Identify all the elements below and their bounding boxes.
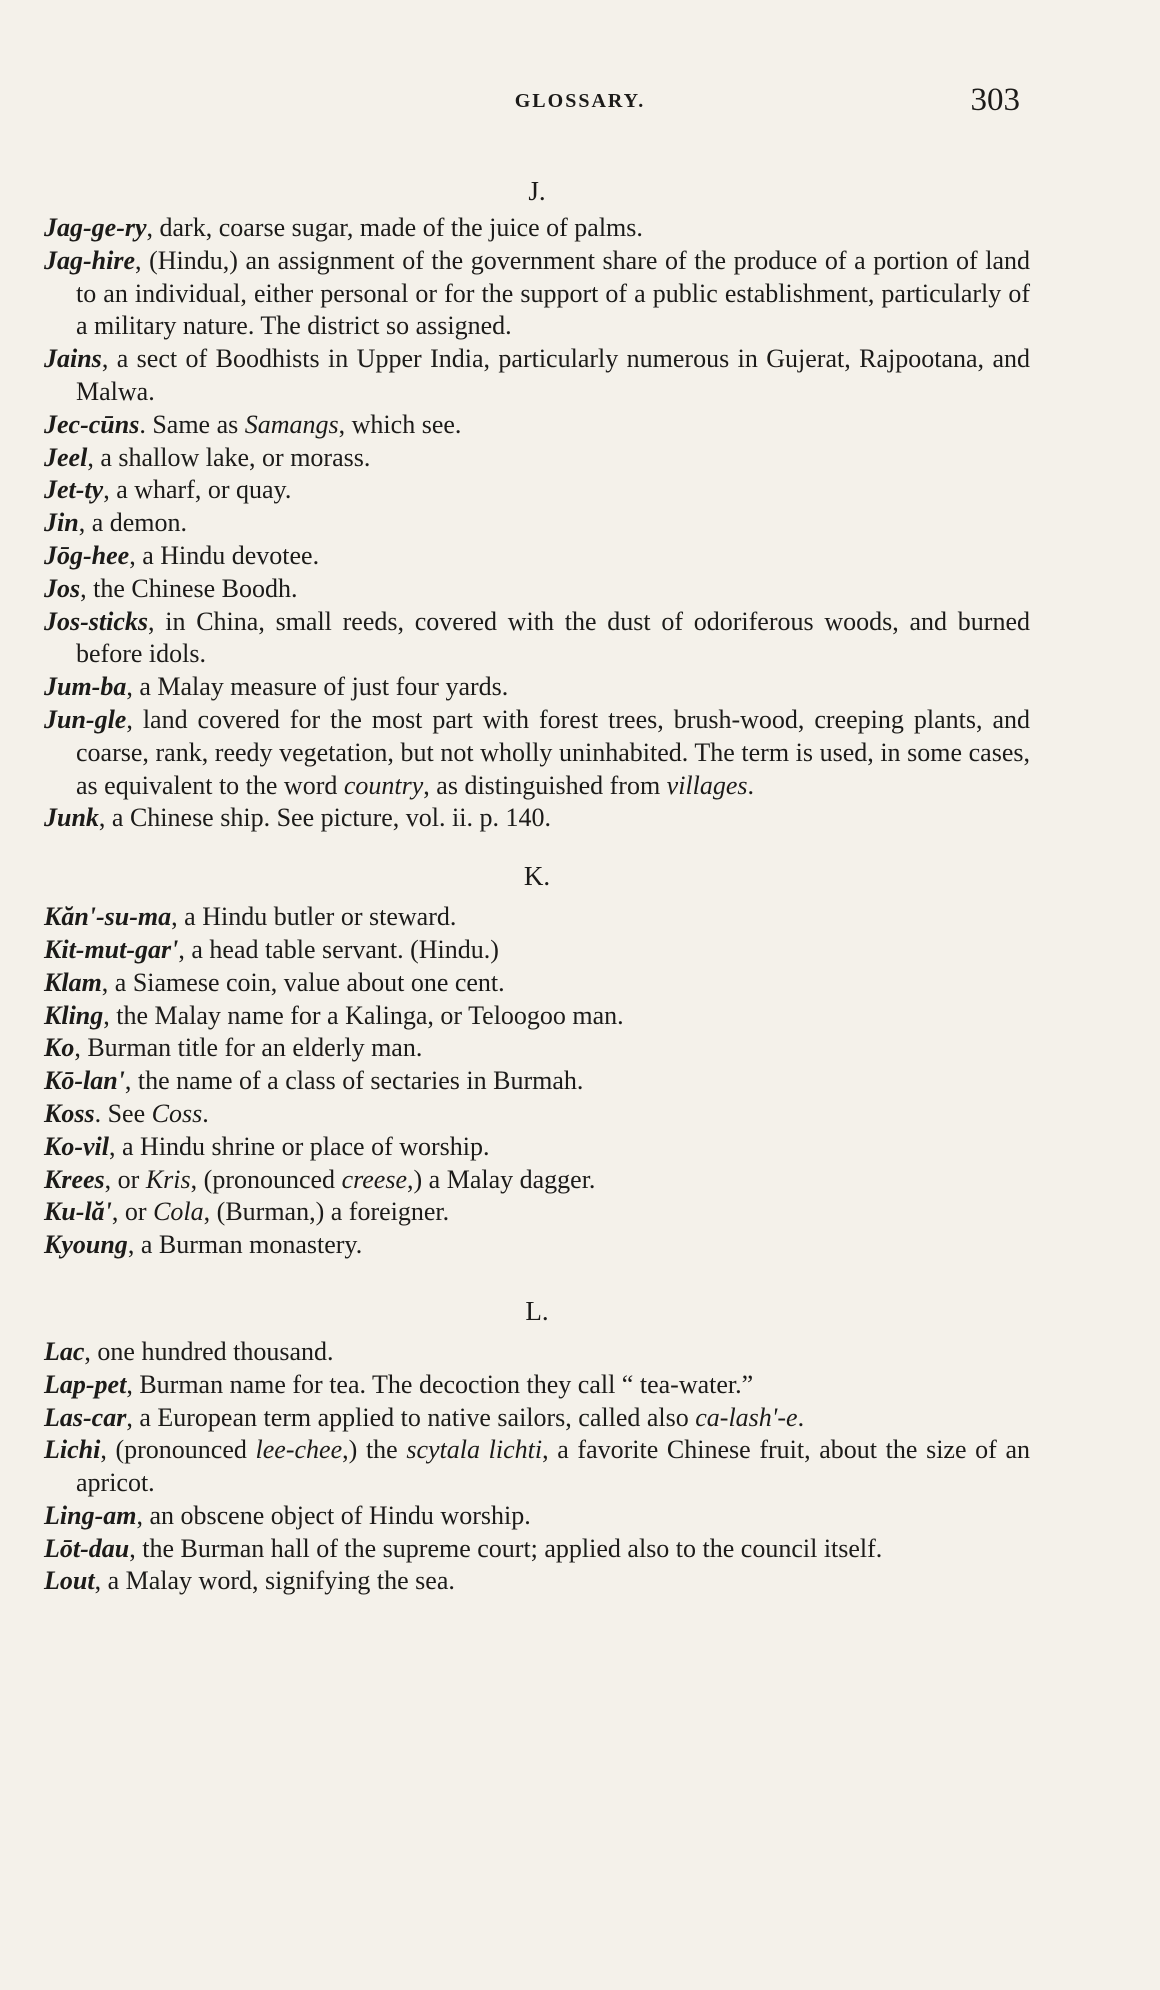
entry-italic-word: Cola xyxy=(153,1197,204,1227)
entry-italic-word: Coss xyxy=(151,1098,203,1128)
glossary-entry xyxy=(44,1065,1030,1098)
glossary-entry xyxy=(44,245,1030,343)
glossary-entry xyxy=(44,409,1030,442)
entry-definition-text: , a favorite Chinese fruit, about the size of an apricot. xyxy=(76,1435,1030,1498)
entry-term: Jeel xyxy=(44,442,88,472)
entry-definition-text: , a demon. xyxy=(78,508,187,538)
entry-term: Kling xyxy=(44,1000,104,1030)
glossary-entry xyxy=(44,1032,1030,1065)
entry-definition-text: , a Hindu shrine or place of worship. xyxy=(109,1131,490,1161)
entry-italic-word: villages xyxy=(666,770,748,800)
glossary-entry xyxy=(44,1434,1030,1500)
entry-definition-text: , the Chinese Boodh. xyxy=(80,573,298,603)
entry-term: Las-car xyxy=(44,1402,127,1432)
entry-term: Jun-gle xyxy=(44,704,127,734)
entry-definition-text: . See xyxy=(94,1098,152,1128)
entry-definition-text: ,) a Malay dagger. xyxy=(407,1164,596,1194)
entry-term: Klam xyxy=(44,967,102,997)
entry-italic-word: country xyxy=(343,770,424,800)
entry-definition-text: , a Malay measure of just four yards. xyxy=(126,672,509,702)
entry-term: Kyoung xyxy=(44,1230,128,1260)
glossary-entry xyxy=(44,1164,1030,1197)
entry-definition-text: , land covered for the most part with forest trees, brush-wood, creeping plants, and coarse, rank, reedy vegetation, but not wholly uninhabited. The term is used, in some cases, as equivalent to the word xyxy=(76,704,1030,800)
entry-definition-text: , (Hindu,) an assignment of the government share of the produce of a portion of land to an individual, either personal or for the support of a public establishment, particularly of a military nature. The district so assigned. xyxy=(76,245,1030,341)
entry-definition-text: , a head table servant. (Hindu.) xyxy=(178,934,499,964)
entry-term: Kit-mut-gar' xyxy=(44,934,179,964)
glossary-entry xyxy=(44,573,1030,606)
entry-definition-text: , dark, coarse sugar, made of the juice of palms. xyxy=(146,213,643,242)
glossary-entry xyxy=(44,606,1030,672)
glossary-entry xyxy=(44,1533,1030,1566)
glossary-entry xyxy=(44,1336,1030,1369)
entry-definition-text: . xyxy=(797,1402,805,1432)
glossary-entry xyxy=(44,1196,1030,1229)
entry-definition-text: , one hundred thousand. xyxy=(84,1336,334,1366)
entry-definition-text: . Same as xyxy=(139,409,245,439)
glossary-entry xyxy=(44,1369,1030,1402)
section-letter-heading: L. xyxy=(525,1295,549,1326)
entry-term: Ling-am xyxy=(44,1500,137,1530)
entry-definition-text: , a Malay word, signifying the sea. xyxy=(94,1566,455,1596)
entry-definition-text: , a Chinese ship. See picture, vol. ii. p. 140. xyxy=(98,803,551,833)
entry-definition-text: , Burman title for an elderly man. xyxy=(74,1033,423,1063)
entry-term: Lōt-dau xyxy=(44,1533,130,1563)
entry-definition-text: , in China, small reeds, covered with the dust of odoriferous woods, and burned before idols. xyxy=(76,606,1030,669)
entry-term: Kăn'-su-ma xyxy=(44,902,172,932)
glossary-entry xyxy=(44,1402,1030,1435)
entry-definition-text: , a wharf, or quay. xyxy=(103,475,292,505)
entry-term: Jains xyxy=(44,344,102,374)
entry-term: Jin xyxy=(44,508,79,538)
glossary-entry xyxy=(44,802,1030,835)
entry-definition-text: , an obscene object of Hindu worship. xyxy=(136,1500,531,1530)
entry-italic-word: lee-chee xyxy=(255,1435,343,1465)
entry-definition-text: , a Hindu butler or steward. xyxy=(171,902,457,932)
glossary-entry xyxy=(44,1565,1030,1598)
glossary-body xyxy=(44,170,1030,1598)
glossary-entry xyxy=(44,671,1030,704)
entry-term: Ku-lă' xyxy=(44,1197,112,1227)
entry-italic-word: Kris xyxy=(145,1164,191,1194)
entry-term: Koss xyxy=(44,1098,95,1128)
entry-definition-text: , the name of a class of sectaries in Burmah. xyxy=(124,1066,584,1096)
running-head xyxy=(0,82,1160,122)
glossary-entry xyxy=(44,704,1030,802)
entry-term: Ko xyxy=(44,1033,75,1063)
glossary-entry xyxy=(44,934,1030,967)
glossary-entry xyxy=(44,442,1030,475)
glossary-entry xyxy=(44,1098,1030,1131)
entry-term: Jum-ba xyxy=(44,672,127,702)
entry-italic-word: creese xyxy=(341,1164,407,1194)
entry-definition-text: , a Hindu devotee. xyxy=(129,540,320,570)
entry-definition-text: . xyxy=(202,1098,209,1128)
glossary-entry xyxy=(44,474,1030,507)
entry-term: Jag-hire xyxy=(44,245,135,275)
glossary-entry xyxy=(44,1131,1030,1164)
entry-term: Jag-ge-ry xyxy=(44,213,147,242)
entry-definition-text: , Burman name for tea. The decoction they call “ tea-water.” xyxy=(126,1369,754,1399)
entry-term: Krees xyxy=(44,1164,105,1194)
entry-definition-text: , (pronounced xyxy=(190,1164,342,1194)
entry-definition-text: , a Burman monastery. xyxy=(127,1230,363,1260)
section-letter-heading: K. xyxy=(523,861,551,892)
running-head-title: GLOSSARY. xyxy=(514,90,646,112)
entry-definition-text: , a shallow lake, or morass. xyxy=(87,442,371,472)
entry-term: Lap-pet xyxy=(44,1369,127,1399)
glossary-entry xyxy=(44,343,1030,409)
entry-definition-text: , (pronounced xyxy=(100,1435,256,1465)
entry-definition-text: , a European term applied to native sailors, called also xyxy=(126,1402,696,1432)
entry-term: Jec-cūns xyxy=(44,409,140,439)
entry-definition-text: , a sect of Boodhists in Upper India, particularly numerous in Gujerat, Rajpootana, and Malwa. xyxy=(76,344,1030,406)
entry-definition-text: , as distinguished from xyxy=(423,770,667,800)
entry-term: Kō-lan' xyxy=(44,1066,125,1096)
entry-term: Lout xyxy=(44,1566,95,1596)
entry-term: Junk xyxy=(44,803,99,833)
entry-term: Jet-ty xyxy=(44,475,104,505)
entry-definition-text: , the Malay name for a Kalinga, or Teloogoo man. xyxy=(103,1000,624,1030)
entry-definition-text: ,) the xyxy=(342,1435,407,1465)
entry-definition-text: . xyxy=(747,770,755,800)
glossary-entry xyxy=(44,507,1030,540)
entry-term: Ko-vil xyxy=(44,1131,109,1161)
glossary-entry xyxy=(44,1000,1030,1033)
glossary-entry xyxy=(44,540,1030,573)
page-number: 303 xyxy=(970,82,1020,118)
glossary-entry xyxy=(44,901,1030,934)
glossary-entry xyxy=(44,212,1030,245)
entry-term: Lichi xyxy=(44,1435,101,1465)
entry-italic-word: scytala lichti xyxy=(406,1435,543,1465)
entry-definition-text: , or xyxy=(111,1197,154,1227)
entry-italic-word: Samangs xyxy=(244,409,339,439)
entry-italic-word: ca-lash'-e xyxy=(695,1402,798,1432)
section-letter-heading: J. xyxy=(528,176,546,206)
entry-term: Jos-sticks xyxy=(44,606,148,636)
entry-term: Jos xyxy=(44,573,81,603)
glossary-entry xyxy=(44,1229,1030,1262)
entry-definition-text: , which see. xyxy=(338,409,462,439)
entry-definition-text: , a Siamese coin, value about one cent. xyxy=(101,967,505,997)
entry-term: Jōg-hee xyxy=(44,540,130,570)
entry-term: Lac xyxy=(44,1336,85,1366)
glossary-entry xyxy=(44,1500,1030,1533)
entry-definition-text: , (Burman,) a foreigner. xyxy=(203,1197,450,1227)
glossary-entry xyxy=(44,967,1030,1000)
entry-definition-text: , the Burman hall of the supreme court; applied also to the council itself. xyxy=(129,1533,883,1563)
entry-definition-text: , or xyxy=(104,1164,146,1194)
